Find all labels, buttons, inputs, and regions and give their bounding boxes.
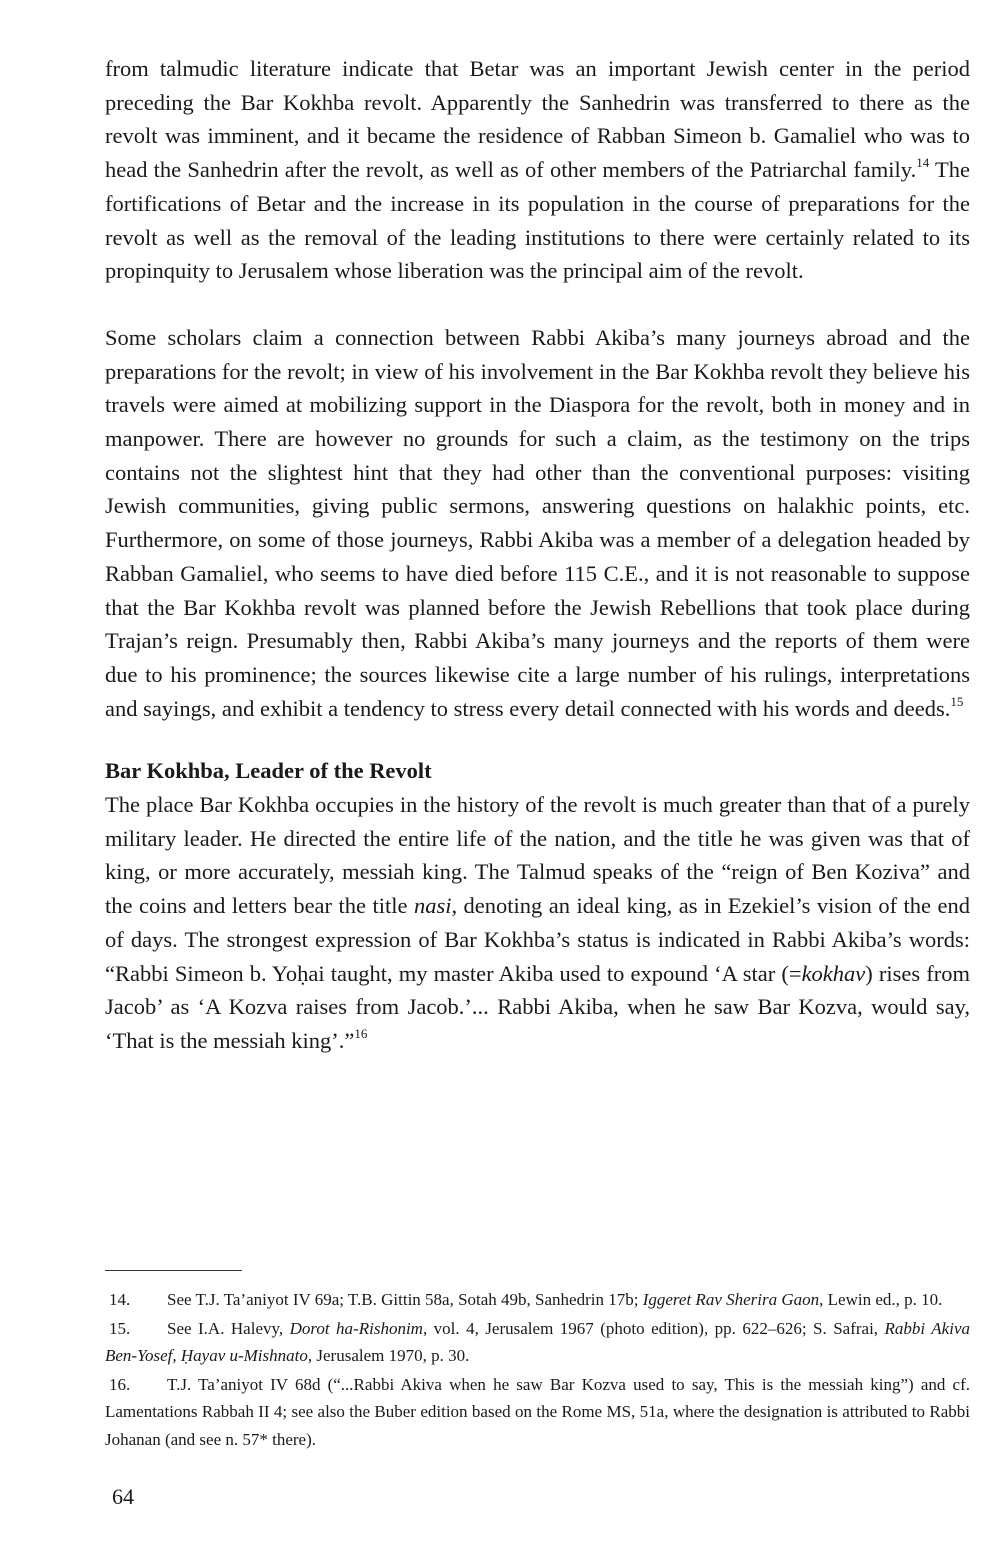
footnote-number: 15. [109,1318,131,1338]
footnote-number: 16. [109,1374,131,1394]
footnote-15 [105,1315,970,1370]
paragraph-bar-kokhba-leader [105,788,970,1058]
footnote-text: See I.A. Halevy, [167,1318,290,1338]
italic-term-nasi: nasi [413,893,452,919]
footnote-title: Dorot ha-Rishonim [289,1318,423,1338]
paragraph-text: The place Bar Kokhba occupies in the history of the revolt is much greater than that of a purely military leader. He directed the entire life of the nation, and the title he was given was that of king, or more accurately, messiah king. The Talmud speaks of the “reign of Ben Koziva” and the coins and letters bear the title [105,792,970,919]
main-text [105,52,970,1058]
section-heading: Bar Kokhba, Leader of the Revolt [105,758,432,784]
footnote-text: , vol. 4, Jerusalem 1967 (photo edition), pp. 622–626; S. Safrai, [422,1318,885,1338]
footnote-text: T.J. Ta’aniyot IV 68d (“...Rabbi Akiva when he saw Bar Kozva used to say, This is the messiah king”) and cf. Lamentations Rabbah II 4; see also the Buber edition based on the Rome MS, 51a, where the designation is attributed to Rabbi Johanan (and see n. 57* there). [105,1374,970,1449]
paragraph-text: from talmudic literature indicate that Betar was an important Jewish center in the period preceding the Bar Kokhba revolt. Apparently the Sanhedrin was transferred to there as the revolt was imminent, and it became the residence of Rabban Simeon b. Gamaliel who was to head the Sanhedrin after the revolt, as well as of other members of the Patriarchal family. [105,56,970,183]
paragraph-akiba-journeys [105,321,970,725]
footnote-text: , Lewin ed., p. 10. [819,1290,943,1309]
footnote-divider [105,1270,242,1271]
paragraph-text: The fortifications of Betar and the increase in its population in the course of preparations for the revolt as well as the removal of the leading institutions to there were certainly related to its propinquity to Jerusalem whose liberation was the principal aim of the revolt. [105,157,970,284]
footnote-title: Iggeret Rav Sherira Gaon [642,1290,820,1309]
italic-term-kokhav: kokhav [801,960,866,986]
footnote-ref-15[interactable]: 15 [950,693,964,709]
footnote-ref-14[interactable]: 14 [916,155,930,171]
footnote-number: 14. [109,1290,131,1309]
footnotes [105,1286,970,1454]
footnote-14 [105,1286,970,1314]
page-number: 64 [112,1484,134,1509]
paragraph-betar [105,52,970,288]
footnote-text: , Jerusalem 1970, p. 30. [307,1346,470,1365]
paragraph-text: Some scholars claim a connection between Rabbi Akiba’s many journeys abroad and the preparations for the revolt; in view of his involvement in the Bar Kokhba revolt they believe his travels were aimed at mobilizing support in the Diaspora for the revolt, both in money and in manpower. There are however no grounds for such a claim, as the testimony on the trips contains not the slightest hint that they had other than the conventional purposes: visiting Jewish communities, giving public sermons, answering questions on halakhic points, etc. Furthermore, on some of those journeys, Rabbi Akiba was a member of a delegation headed by Rabban Gamaliel, who seems to have died before 115 C.E., and it is not reasonable to suppose that the Bar Kokhba revolt was planned before the Jewish Rebellions that took place during Trajan’s reign. Presumably then, Rabbi Akiba’s many journeys and the reports of them were due to his prominence; the sources likewise cite a large number of his rulings, interpretations and sayings, and exhibit a tendency to stress every detail connected with his words and deeds. [105,324,970,721]
paragraph-text: ) rises from Jacob’ as ‘A Kozva raises from Jacob.’... Rabbi Akiba, when he saw Bar Kozva, would say, ‘That is the messiah king’.” [105,960,970,1053]
paragraph-text: , denoting an ideal king, as in Ezekiel’s vision of the end of days. The strongest expression of Bar Kokhba’s status is indicated in Rabbi Akiba’s words: “Rabbi Simeon b. Yoḥai taught, my master Akiba used to expound ‘A star (= [105,893,971,986]
footnote-16 [105,1371,970,1454]
footnote-ref-16[interactable]: 16 [354,1025,368,1041]
footnote-title: Rabbi Akiva Ben-Yosef, Ḥayav u-Mishnato [105,1318,970,1365]
footnote-text: See T.J. Ta’aniyot IV 69a; T.B. Gittin 58a, Sotah 49b, Sanhedrin 17b; [167,1290,643,1309]
